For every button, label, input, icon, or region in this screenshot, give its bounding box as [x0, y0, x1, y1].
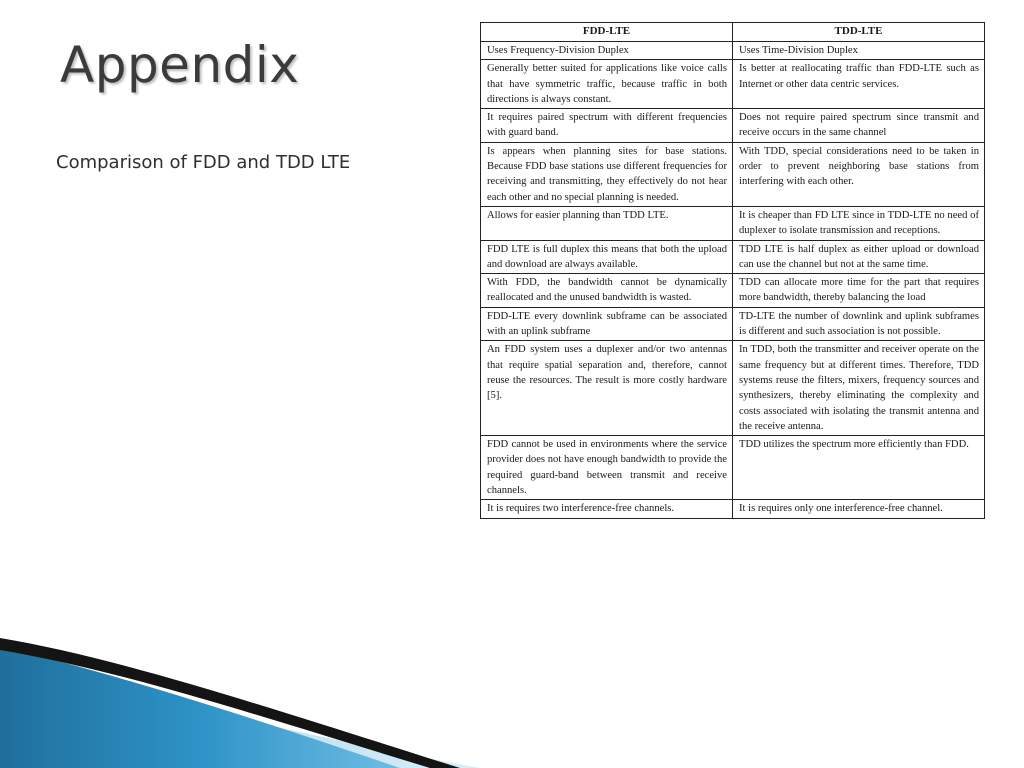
column-header-fdd: FDD-LTE	[481, 23, 733, 42]
fdd-cell: Is appears when planning sites for base stations. Because FDD base stations use different frequencies for receiving and transmitting, they effectively do not hear each other and no special planning is needed.	[481, 142, 733, 206]
table-row	[481, 142, 985, 206]
column-header-tdd: TDD-LTE	[733, 23, 985, 42]
tdd-cell: It is cheaper than FD LTE since in TDD-LTE no need of duplexer to isolate transmission and receptions.	[733, 206, 985, 240]
table-row	[481, 274, 985, 308]
table-row	[481, 42, 985, 60]
fdd-cell: With FDD, the bandwidth cannot be dynamically reallocated and the unused bandwidth is wasted.	[481, 274, 733, 308]
table-row	[481, 60, 985, 109]
table-body	[481, 42, 985, 519]
tdd-cell: Is better at reallocating traffic than FDD-LTE such as Internet or other data centric services.	[733, 60, 985, 109]
tdd-cell: It is requires only one interference-free channel.	[733, 500, 985, 518]
tdd-cell: TDD utilizes the spectrum more efficiently than FDD.	[733, 436, 985, 500]
tdd-cell: In TDD, both the transmitter and receiver operate on the same frequency but at different times. Therefore, TDD systems reuse the filters, mixers, frequency sources and synthesizers, thereby eliminating the complexity and costs associated with isolating the transmit antenna and the receive antenna.	[733, 341, 985, 436]
tdd-cell: Uses Time-Division Duplex	[733, 42, 985, 60]
comparison-table-container	[480, 22, 985, 519]
tdd-cell: TDD LTE is half duplex as either upload or download can use the channel but not at the same time.	[733, 240, 985, 274]
tdd-cell: TDD can allocate more time for the part that requires more bandwidth, thereby balancing the load	[733, 274, 985, 308]
fdd-cell: It is requires two interference-free channels.	[481, 500, 733, 518]
fdd-cell: FDD-LTE every downlink subframe can be associated with an uplink subframe	[481, 307, 733, 341]
table-row	[481, 240, 985, 274]
tdd-cell: With TDD, special considerations need to be taken in order to prevent neighboring base stations from interfering with each other.	[733, 142, 985, 206]
comparison-table	[480, 22, 985, 519]
table-row	[481, 206, 985, 240]
fdd-cell: Uses Frequency-Division Duplex	[481, 42, 733, 60]
fdd-cell: An FDD system uses a duplexer and/or two antennas that require spatial separation and, therefore, cannot reuse the resources. The result is more costly hardware [5].	[481, 341, 733, 436]
table-row	[481, 109, 985, 143]
fdd-cell: FDD LTE is full duplex this means that both the upload and download are always available.	[481, 240, 733, 274]
wave-blue-band	[0, 646, 400, 768]
table-row	[481, 436, 985, 500]
table-header-row	[481, 23, 985, 42]
table-row	[481, 341, 985, 436]
fdd-cell: FDD cannot be used in environments where the service provider does not have enough bandwidth to provide the required guard-band between transmit and receive channels.	[481, 436, 733, 500]
table-row	[481, 307, 985, 341]
decorative-wave-graphic	[0, 628, 480, 768]
slide-subtitle: Comparison of FDD and TDD LTE	[56, 152, 351, 173]
table-row	[481, 500, 985, 518]
fdd-cell: Allows for easier planning than TDD LTE.	[481, 206, 733, 240]
tdd-cell: TD-LTE the number of downlink and uplink subframes is different and such association is not possible.	[733, 307, 985, 341]
tdd-cell: Does not require paired spectrum since transmit and receive occurs in the same channel	[733, 109, 985, 143]
fdd-cell: Generally better suited for applications like voice calls that have symmetric traffic, because traffic in both directions is always constant.	[481, 60, 733, 109]
fdd-cell: It requires paired spectrum with different frequencies with guard band.	[481, 109, 733, 143]
slide-title: Appendix	[60, 36, 300, 94]
